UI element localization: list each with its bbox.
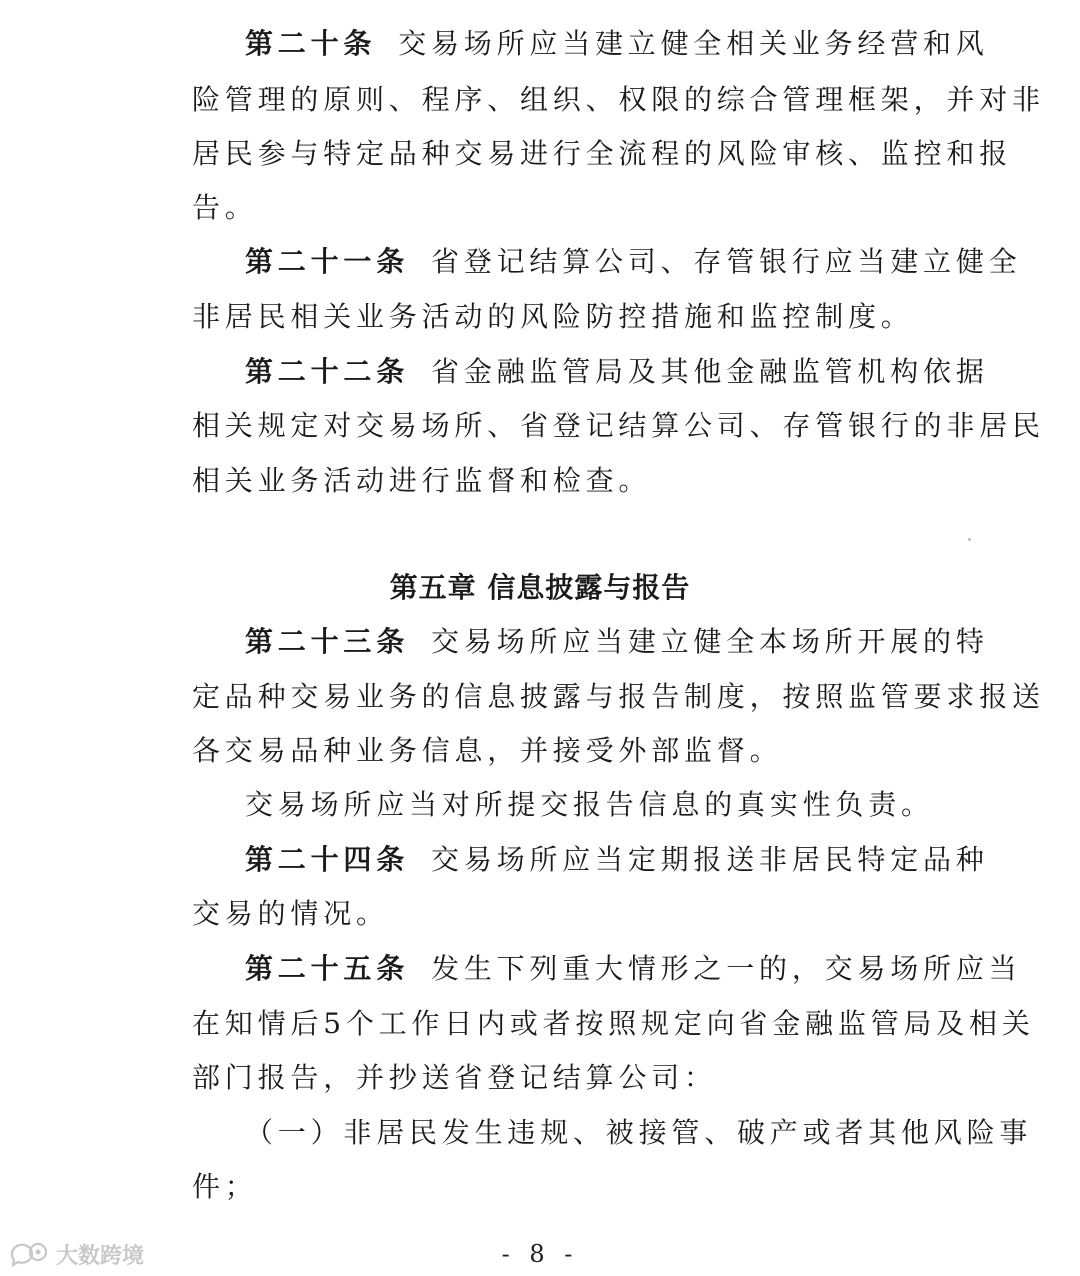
article-25-line-1: [245, 949, 1022, 989]
article-21-line-2: 非居民相关业务活动的风险防控措施和监控制度。: [192, 300, 914, 333]
scan-speck: [968, 538, 971, 541]
article-25-item-1-line-2: 件；: [192, 1170, 258, 1203]
article-24-line-1: [245, 840, 989, 880]
article-23-line-3: 各交易品种业务信息，并接受外部监督。: [192, 734, 783, 767]
article-20-line-2: 险管理的原则、程序、组织、权限的综合管理框架，并对非: [192, 83, 1045, 116]
article-21-line-1: [245, 242, 1022, 282]
article-21-text-1: 省登记结算公司、存管银行应当建立健全: [431, 245, 1022, 278]
article-20-line-1: [245, 24, 989, 64]
article-22-heading: 第二十二条: [245, 355, 410, 388]
article-24-line-2: 交易的情况。: [192, 897, 389, 930]
chapter-5-title: 第五章 信息披露与报告: [389, 571, 691, 604]
article-20-line-3: 居民参与特定品种交易进行全流程的风险审核、监控和报: [192, 137, 1013, 170]
article-23-line-4: 交易场所应当对所提交报告信息的真实性负责。: [245, 788, 934, 821]
article-23-text-1: 交易场所应当建立健全本场所开展的特: [431, 625, 989, 658]
article-20-heading: 第二十条: [245, 27, 377, 60]
article-23-line-2: 定品种交易业务的信息披露与报告制度，按照监管要求报送: [192, 680, 1045, 713]
article-21-heading: 第二十一条: [245, 245, 410, 278]
article-22-line-2: 相关规定对交易场所、省登记结算公司、存管银行的非居民: [192, 409, 1045, 442]
article-23-line-1: [245, 622, 989, 662]
article-24-text-1: 交易场所应当定期报送非居民特定品种: [431, 843, 989, 876]
article-23-heading: 第二十三条: [245, 625, 410, 658]
article-20-line-4: 告。: [192, 191, 258, 224]
article-22-line-1: [245, 352, 989, 392]
article-20-text-1: 交易场所应当建立健全相关业务经营和风: [398, 27, 989, 60]
article-22-line-3: 相关业务活动进行监督和检查。: [192, 464, 652, 497]
article-25-line-2: 在知情后5个工作日内或者按照规定向省金融监管局及相关: [192, 1007, 1035, 1040]
article-25-line-3: 部门报告，并抄送省登记结算公司：: [192, 1061, 717, 1094]
article-25-text-1: 发生下列重大情形之一的，交易场所应当: [431, 952, 1022, 985]
watermark-text: 大数跨境: [56, 1243, 145, 1269]
article-24-heading: 第二十四条: [245, 843, 410, 876]
article-25-item-1-line-1: （一）非居民发生违规、被接管、破产或者其他风险事: [245, 1116, 1033, 1149]
watermark: [8, 1238, 144, 1270]
article-22-text-1: 省金融监管局及其他金融监管机构依据: [431, 355, 989, 388]
page-number: - 8 -: [501, 1240, 579, 1268]
article-25-heading: 第二十五条: [245, 952, 410, 985]
chat-bubble-logo-icon: [8, 1240, 52, 1268]
